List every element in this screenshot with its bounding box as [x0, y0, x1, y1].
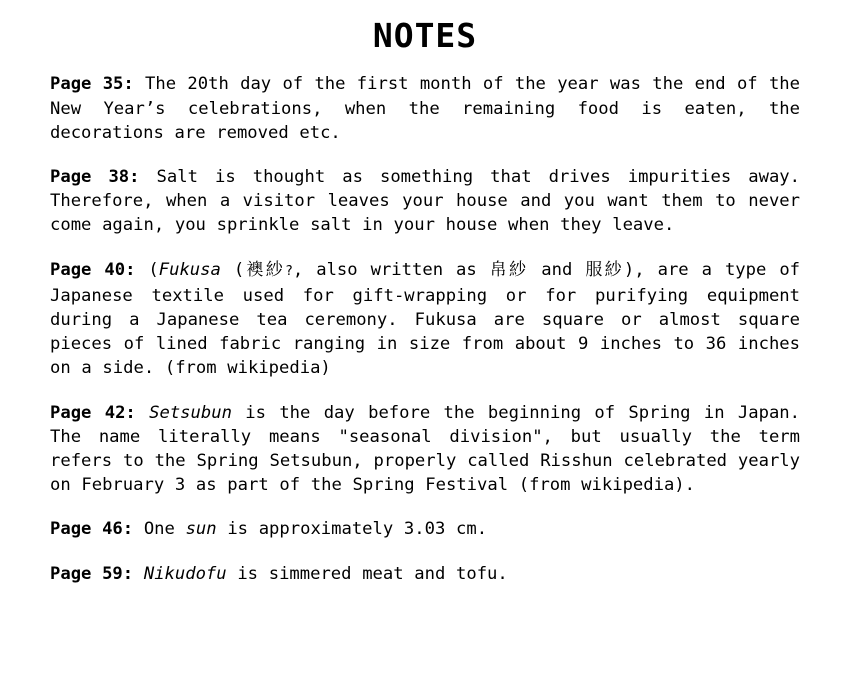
- note-entry-page-42: [50, 401, 800, 498]
- page-reference-label: Page 46:: [50, 519, 134, 540]
- japanese-term-fukusa-3: 服紗: [585, 259, 624, 280]
- note-term: Fukusa: [158, 259, 221, 280]
- page-reference-label: Page 38:: [50, 166, 140, 187]
- note-entry-page-38: [50, 165, 800, 238]
- note-text: Salt is thought as something that drives impurities away. Therefore, when a visitor leaves your house and you want them to never come again, you sprinkle salt in your house when they leave.: [50, 166, 800, 236]
- japanese-term-fukusa-1: 襖紗: [244, 259, 286, 280]
- note-entry-page-40: [50, 258, 800, 381]
- note-text-tail: is approximately 3.03 cm.: [216, 519, 488, 540]
- note-entry-page-59: [50, 562, 800, 586]
- note-text: is the day before the beginning of Spring in Japan. The name literally means "seasonal division", but usually the term refers to the Spring Setsubun, properly called Risshun celebrated yearly on February 3 as part of the Spring Festival (from wikipedia).: [50, 402, 800, 496]
- japanese-term-fukusa-2: 帛紗: [489, 259, 529, 280]
- note-text-lead: One: [133, 519, 186, 540]
- note-entry-page-46: [50, 517, 800, 541]
- note-term: Setsubun: [149, 402, 232, 423]
- note-text-mid-1: , also written as: [292, 259, 490, 280]
- note-text-paren-open: (: [220, 259, 245, 280]
- page-reference-label: Page 40:: [50, 259, 136, 280]
- note-spacer: [136, 403, 149, 423]
- question-mark: ?: [285, 263, 293, 279]
- page-reference-label: Page 59:: [50, 563, 134, 584]
- note-text-mid-2: and: [528, 259, 586, 280]
- page-title: NOTES: [372, 16, 478, 55]
- note-text: is simmered meat and tofu.: [226, 563, 508, 584]
- note-text-tail: ), are a type of Japanese textile used for gift-wrapping or for purifying equipment during a Japanese tea ceremony. Fukusa are square or almost square pieces of lined fabric ranging in size from about 9 inches to 36 inches on a side. (from wikipedia): [50, 259, 801, 379]
- note-spacer: [133, 564, 144, 584]
- page-reference-label: Page 42:: [50, 402, 136, 423]
- page-reference-label: Page 35:: [50, 74, 134, 95]
- note-text-lead: (: [135, 259, 159, 280]
- note-text: The 20th day of the first month of the year was the end of the New Year’s celebrations, when the remaining food is eaten, the decorations are removed etc.: [50, 74, 800, 143]
- note-entry-page-35: [50, 72, 800, 145]
- note-term: sun: [185, 519, 217, 540]
- note-term: Nikudofu: [143, 563, 227, 584]
